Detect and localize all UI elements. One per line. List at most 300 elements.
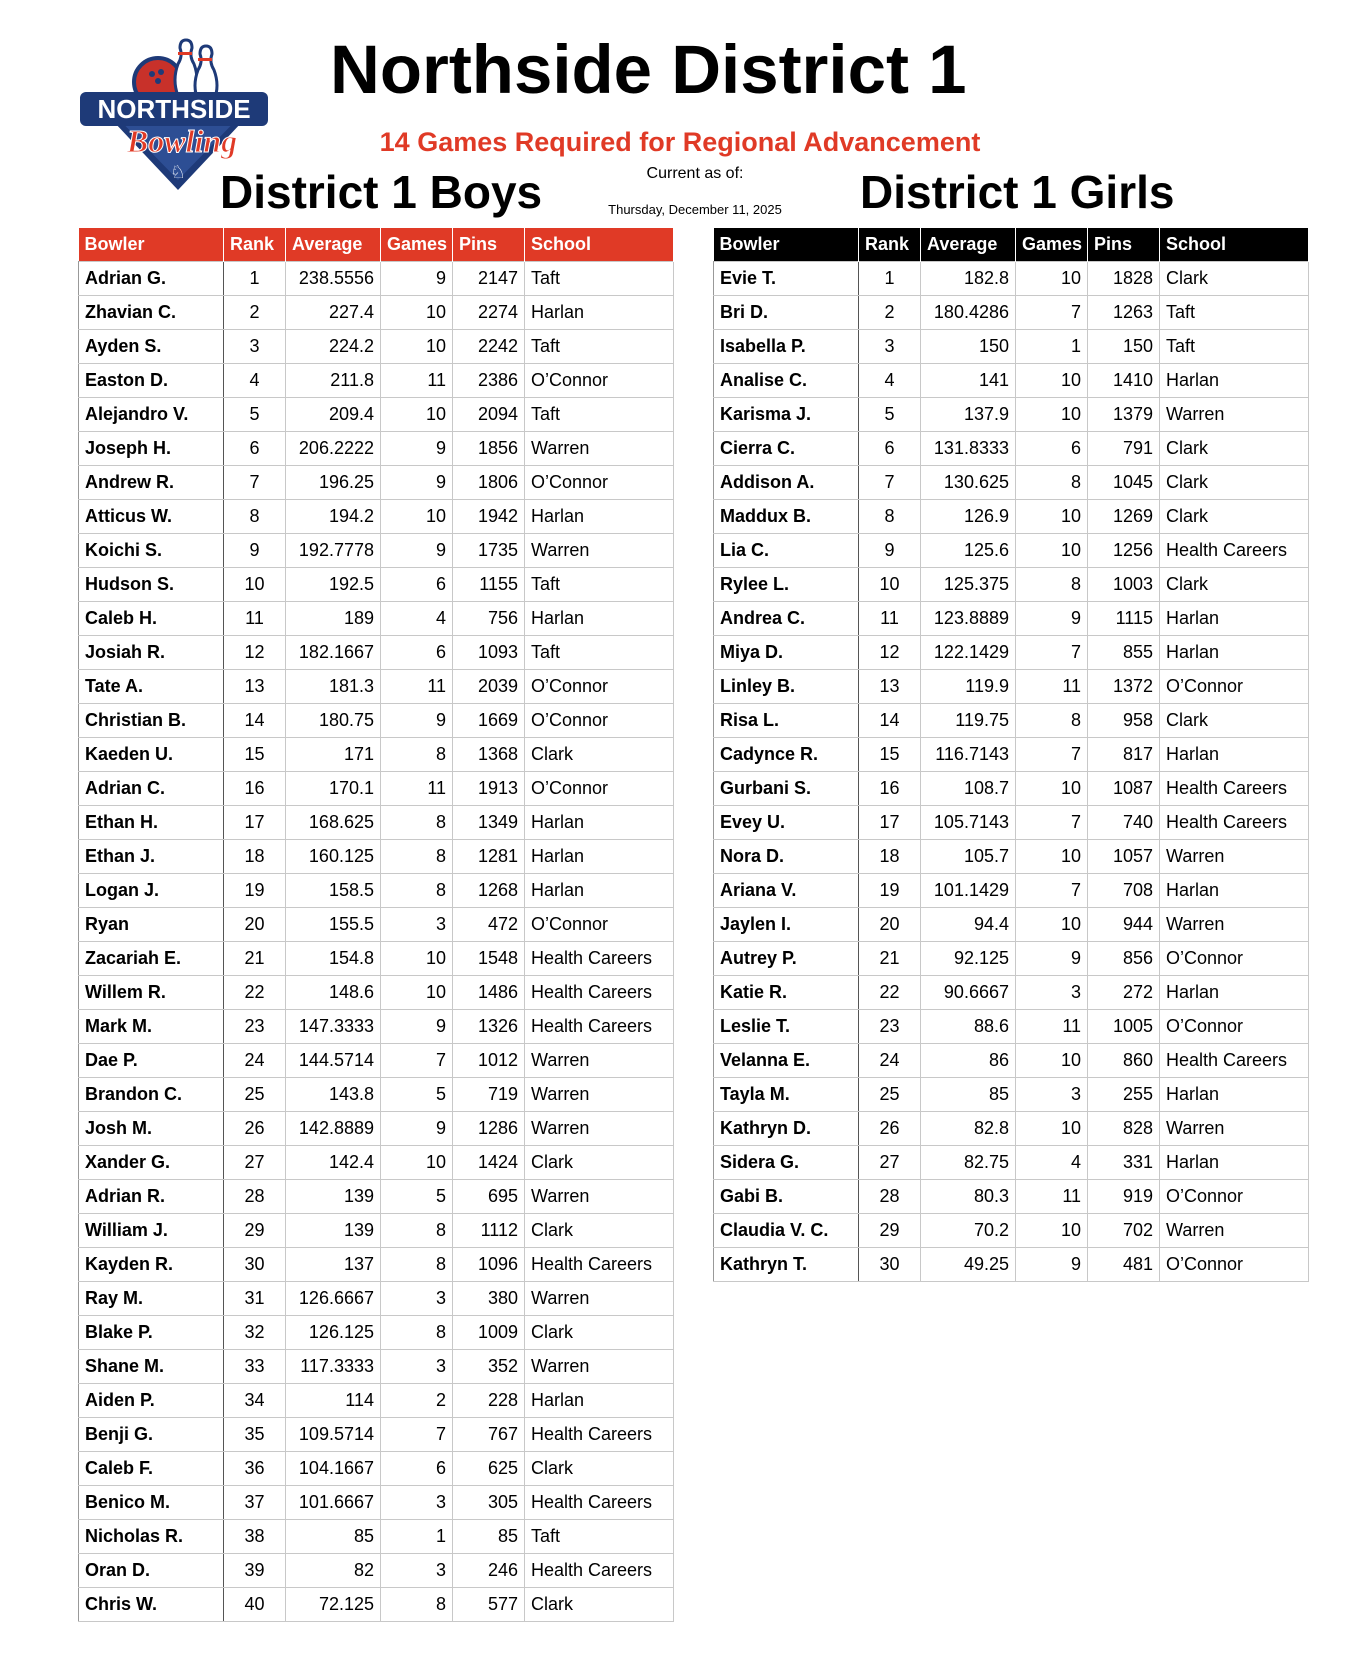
rank-cell: 26 <box>859 1112 921 1146</box>
games-cell: 10 <box>381 976 453 1010</box>
school-cell: Taft <box>525 262 674 296</box>
average-cell: 70.2 <box>921 1214 1016 1248</box>
rank-cell: 16 <box>859 772 921 806</box>
games-cell: 10 <box>1016 1214 1088 1248</box>
table-row <box>714 534 1309 568</box>
pins-cell: 1012 <box>453 1044 525 1078</box>
rank-cell: 37 <box>224 1486 286 1520</box>
bowler-cell: Tayla M. <box>714 1078 859 1112</box>
games-cell: 8 <box>381 1316 453 1350</box>
rank-cell: 2 <box>859 296 921 330</box>
logo-emblem-icon: ♘ <box>169 162 187 182</box>
bowler-cell: Evey U. <box>714 806 859 840</box>
school-cell: Clark <box>525 1588 674 1622</box>
average-cell: 206.2222 <box>286 432 381 466</box>
pins-cell: 1281 <box>453 840 525 874</box>
rank-cell: 29 <box>859 1214 921 1248</box>
rank-cell: 16 <box>224 772 286 806</box>
bowler-cell: Kathryn T. <box>714 1248 859 1282</box>
logo-line2: Bowling <box>126 123 238 159</box>
bowler-cell: Ethan H. <box>79 806 224 840</box>
school-cell: Warren <box>1160 398 1309 432</box>
school-cell: Clark <box>1160 500 1309 534</box>
table-row <box>79 262 674 296</box>
bowler-cell: Chris W. <box>79 1588 224 1622</box>
bowler-cell: Dae P. <box>79 1044 224 1078</box>
bowler-cell: Addison A. <box>714 466 859 500</box>
table-header-row <box>79 228 674 262</box>
pins-cell: 1669 <box>453 704 525 738</box>
games-cell: 7 <box>1016 296 1088 330</box>
bowler-cell: Maddux B. <box>714 500 859 534</box>
school-cell: Health Careers <box>1160 1044 1309 1078</box>
average-cell: 142.8889 <box>286 1112 381 1146</box>
table-row <box>714 1214 1309 1248</box>
rank-cell: 25 <box>859 1078 921 1112</box>
table-row <box>79 1044 674 1078</box>
table-row <box>79 1486 674 1520</box>
school-cell: Harlan <box>525 1384 674 1418</box>
pins-cell: 1087 <box>1088 772 1160 806</box>
pins-cell: 1548 <box>453 942 525 976</box>
games-cell: 9 <box>381 1112 453 1146</box>
table-row <box>79 534 674 568</box>
bowler-cell: Zacariah E. <box>79 942 224 976</box>
school-cell: Warren <box>525 1044 674 1078</box>
average-cell: 144.5714 <box>286 1044 381 1078</box>
pins-cell: 695 <box>453 1180 525 1214</box>
rank-cell: 39 <box>224 1554 286 1588</box>
table-row <box>79 806 674 840</box>
average-cell: 105.7 <box>921 840 1016 874</box>
table-row <box>79 398 674 432</box>
pins-cell: 150 <box>1088 330 1160 364</box>
average-cell: 182.8 <box>921 262 1016 296</box>
school-cell: Clark <box>525 738 674 772</box>
games-cell: 10 <box>1016 908 1088 942</box>
games-cell: 9 <box>381 262 453 296</box>
bowler-cell: Gurbani S. <box>714 772 859 806</box>
school-cell: Warren <box>525 1180 674 1214</box>
games-cell: 7 <box>1016 738 1088 772</box>
rank-cell: 26 <box>224 1112 286 1146</box>
games-cell: 11 <box>1016 1010 1088 1044</box>
school-cell: Health Careers <box>1160 534 1309 568</box>
average-cell: 126.9 <box>921 500 1016 534</box>
games-cell: 8 <box>381 1588 453 1622</box>
average-cell: 82.8 <box>921 1112 1016 1146</box>
school-cell: Taft <box>525 330 674 364</box>
pins-cell: 719 <box>453 1078 525 1112</box>
pins-cell: 331 <box>1088 1146 1160 1180</box>
average-cell: 92.125 <box>921 942 1016 976</box>
average-cell: 160.125 <box>286 840 381 874</box>
table-row <box>714 1146 1309 1180</box>
table-row <box>714 296 1309 330</box>
school-cell: Harlan <box>525 500 674 534</box>
bowler-cell: Ariana V. <box>714 874 859 908</box>
rank-cell: 38 <box>224 1520 286 1554</box>
average-cell: 182.1667 <box>286 636 381 670</box>
pins-cell: 817 <box>1088 738 1160 772</box>
rank-cell: 11 <box>859 602 921 636</box>
school-cell: Taft <box>525 568 674 602</box>
pins-cell: 481 <box>1088 1248 1160 1282</box>
rank-cell: 10 <box>859 568 921 602</box>
bowler-cell: Gabi B. <box>714 1180 859 1214</box>
games-cell: 10 <box>1016 1112 1088 1146</box>
games-cell: 4 <box>1016 1146 1088 1180</box>
average-cell: 181.3 <box>286 670 381 704</box>
rank-cell: 18 <box>859 840 921 874</box>
table-row <box>714 432 1309 466</box>
school-cell: Harlan <box>1160 738 1309 772</box>
school-cell: Health Careers <box>525 1248 674 1282</box>
table-row <box>79 500 674 534</box>
table-row <box>79 1078 674 1112</box>
average-cell: 109.5714 <box>286 1418 381 1452</box>
bowler-cell: Leslie T. <box>714 1010 859 1044</box>
pins-cell: 2147 <box>453 262 525 296</box>
school-cell: Harlan <box>1160 874 1309 908</box>
table-row <box>714 670 1309 704</box>
rank-cell: 20 <box>224 908 286 942</box>
table-row <box>79 602 674 636</box>
average-cell: 192.7778 <box>286 534 381 568</box>
games-cell: 1 <box>1016 330 1088 364</box>
average-cell: 104.1667 <box>286 1452 381 1486</box>
games-cell: 10 <box>381 1146 453 1180</box>
games-cell: 3 <box>381 1282 453 1316</box>
pins-cell: 740 <box>1088 806 1160 840</box>
school-cell: Clark <box>1160 262 1309 296</box>
table-row <box>714 908 1309 942</box>
pins-cell: 1424 <box>453 1146 525 1180</box>
school-cell: O’Connor <box>525 670 674 704</box>
rank-cell: 5 <box>224 398 286 432</box>
bowler-cell: Kathryn D. <box>714 1112 859 1146</box>
rank-cell: 18 <box>224 840 286 874</box>
games-cell: 9 <box>1016 1248 1088 1282</box>
bowler-cell: Andrew R. <box>79 466 224 500</box>
bowler-cell: Zhavian C. <box>79 296 224 330</box>
rank-cell: 9 <box>859 534 921 568</box>
games-cell: 9 <box>381 1010 453 1044</box>
school-cell: Clark <box>525 1214 674 1248</box>
pins-cell: 2039 <box>453 670 525 704</box>
pins-cell: 856 <box>1088 942 1160 976</box>
rank-cell: 31 <box>224 1282 286 1316</box>
average-cell: 72.125 <box>286 1588 381 1622</box>
average-cell: 94.4 <box>921 908 1016 942</box>
rank-cell: 34 <box>224 1384 286 1418</box>
bowler-cell: Linley B. <box>714 670 859 704</box>
bowler-cell: Brandon C. <box>79 1078 224 1112</box>
bowler-cell: Nicholas R. <box>79 1520 224 1554</box>
average-cell: 130.625 <box>921 466 1016 500</box>
school-cell: O’Connor <box>525 466 674 500</box>
bowler-cell: Andrea C. <box>714 602 859 636</box>
rank-cell: 7 <box>224 466 286 500</box>
school-cell: Taft <box>1160 296 1309 330</box>
current-date: Thursday, December 11, 2025 <box>608 202 782 217</box>
average-cell: 224.2 <box>286 330 381 364</box>
table-row <box>714 1010 1309 1044</box>
average-cell: 158.5 <box>286 874 381 908</box>
average-cell: 227.4 <box>286 296 381 330</box>
games-cell: 11 <box>381 670 453 704</box>
school-cell: Clark <box>525 1146 674 1180</box>
school-cell: Clark <box>525 1452 674 1486</box>
bowler-cell: Mark M. <box>79 1010 224 1044</box>
average-cell: 139 <box>286 1214 381 1248</box>
games-cell: 10 <box>381 500 453 534</box>
average-cell: 180.75 <box>286 704 381 738</box>
table-row <box>79 1248 674 1282</box>
pins-cell: 1349 <box>453 806 525 840</box>
rank-cell: 24 <box>859 1044 921 1078</box>
games-cell: 8 <box>1016 704 1088 738</box>
col-header-rank: Rank <box>224 228 286 262</box>
school-cell: Harlan <box>525 296 674 330</box>
school-cell: Harlan <box>1160 1078 1309 1112</box>
bowler-cell: Koichi S. <box>79 534 224 568</box>
school-cell: Health Careers <box>525 1010 674 1044</box>
pins-cell: 2386 <box>453 364 525 398</box>
rank-cell: 14 <box>859 704 921 738</box>
table-header-row <box>714 228 1309 262</box>
games-cell: 9 <box>381 704 453 738</box>
table-row <box>714 262 1309 296</box>
pins-cell: 272 <box>1088 976 1160 1010</box>
games-cell: 10 <box>381 330 453 364</box>
table-row <box>79 772 674 806</box>
average-cell: 88.6 <box>921 1010 1016 1044</box>
average-cell: 85 <box>921 1078 1016 1112</box>
average-cell: 180.4286 <box>921 296 1016 330</box>
page-subtitle: 14 Games Required for Regional Advancement <box>379 127 981 157</box>
pins-cell: 1735 <box>453 534 525 568</box>
bowler-cell: Xander G. <box>79 1146 224 1180</box>
games-cell: 10 <box>381 942 453 976</box>
pins-cell: 1410 <box>1088 364 1160 398</box>
col-header-average: Average <box>921 228 1016 262</box>
school-cell: Harlan <box>525 602 674 636</box>
table-row <box>79 1554 674 1588</box>
rank-cell: 3 <box>859 330 921 364</box>
games-cell: 8 <box>381 738 453 772</box>
table-row <box>79 1010 674 1044</box>
bowler-cell: Ayden S. <box>79 330 224 364</box>
bowler-cell: Evie T. <box>714 262 859 296</box>
bowler-cell: Caleb F. <box>79 1452 224 1486</box>
bowler-cell: Tate A. <box>79 670 224 704</box>
table-row <box>79 466 674 500</box>
school-cell: Warren <box>525 1078 674 1112</box>
table-row <box>79 738 674 772</box>
pins-cell: 860 <box>1088 1044 1160 1078</box>
games-cell: 9 <box>1016 602 1088 636</box>
table-row <box>714 568 1309 602</box>
pins-cell: 708 <box>1088 874 1160 908</box>
bowler-cell: Caleb H. <box>79 602 224 636</box>
pins-cell: 246 <box>453 1554 525 1588</box>
rank-cell: 1 <box>224 262 286 296</box>
rank-cell: 12 <box>224 636 286 670</box>
bowler-cell: Nora D. <box>714 840 859 874</box>
average-cell: 155.5 <box>286 908 381 942</box>
games-cell: 8 <box>1016 568 1088 602</box>
school-cell: Taft <box>525 398 674 432</box>
rank-cell: 21 <box>859 942 921 976</box>
school-cell: Warren <box>1160 1214 1309 1248</box>
games-cell: 1 <box>381 1520 453 1554</box>
school-cell: Clark <box>1160 568 1309 602</box>
pins-cell: 958 <box>1088 704 1160 738</box>
average-cell: 125.6 <box>921 534 1016 568</box>
pins-cell: 2242 <box>453 330 525 364</box>
average-cell: 143.8 <box>286 1078 381 1112</box>
rank-cell: 25 <box>224 1078 286 1112</box>
average-cell: 82.75 <box>921 1146 1016 1180</box>
average-cell: 85 <box>286 1520 381 1554</box>
average-cell: 101.1429 <box>921 874 1016 908</box>
table-row <box>79 568 674 602</box>
average-cell: 137 <box>286 1248 381 1282</box>
rank-cell: 17 <box>859 806 921 840</box>
pins-cell: 352 <box>453 1350 525 1384</box>
pins-cell: 472 <box>453 908 525 942</box>
table-row <box>79 296 674 330</box>
games-cell: 7 <box>1016 874 1088 908</box>
rank-cell: 6 <box>859 432 921 466</box>
school-cell: Harlan <box>1160 1146 1309 1180</box>
games-cell: 10 <box>1016 840 1088 874</box>
table-row <box>79 976 674 1010</box>
rank-cell: 1 <box>859 262 921 296</box>
games-cell: 8 <box>381 1214 453 1248</box>
table-row <box>714 1078 1309 1112</box>
bowler-cell: Karisma J. <box>714 398 859 432</box>
games-cell: 10 <box>1016 534 1088 568</box>
table-row <box>79 1452 674 1486</box>
average-cell: 116.7143 <box>921 738 1016 772</box>
games-cell: 6 <box>381 636 453 670</box>
table-row <box>79 636 674 670</box>
school-cell: Harlan <box>1160 602 1309 636</box>
rank-cell: 5 <box>859 398 921 432</box>
average-cell: 80.3 <box>921 1180 1016 1214</box>
rank-cell: 30 <box>224 1248 286 1282</box>
games-cell: 11 <box>1016 670 1088 704</box>
table-row <box>79 1384 674 1418</box>
games-cell: 8 <box>381 1248 453 1282</box>
games-cell: 10 <box>1016 1044 1088 1078</box>
pins-cell: 255 <box>1088 1078 1160 1112</box>
average-cell: 192.5 <box>286 568 381 602</box>
pins-cell: 1286 <box>453 1112 525 1146</box>
average-cell: 101.6667 <box>286 1486 381 1520</box>
table-row <box>714 704 1309 738</box>
rank-cell: 20 <box>859 908 921 942</box>
rank-cell: 33 <box>224 1350 286 1384</box>
table-row <box>79 704 674 738</box>
games-cell: 7 <box>1016 806 1088 840</box>
school-cell: Warren <box>525 1282 674 1316</box>
pins-cell: 1005 <box>1088 1010 1160 1044</box>
school-cell: Warren <box>1160 908 1309 942</box>
table-row <box>714 738 1309 772</box>
school-cell: O’Connor <box>1160 942 1309 976</box>
games-cell: 11 <box>1016 1180 1088 1214</box>
bowler-cell: Miya D. <box>714 636 859 670</box>
games-cell: 11 <box>381 364 453 398</box>
school-cell: O’Connor <box>1160 670 1309 704</box>
games-cell: 9 <box>381 466 453 500</box>
rank-cell: 19 <box>224 874 286 908</box>
games-cell: 2 <box>381 1384 453 1418</box>
games-cell: 3 <box>1016 1078 1088 1112</box>
bowler-cell: Ray M. <box>79 1282 224 1316</box>
school-cell: Warren <box>525 534 674 568</box>
bowler-cell: Oran D. <box>79 1554 224 1588</box>
table-row <box>714 466 1309 500</box>
school-cell: Health Careers <box>525 1554 674 1588</box>
games-cell: 6 <box>381 568 453 602</box>
school-cell: Health Careers <box>1160 806 1309 840</box>
pins-cell: 1368 <box>453 738 525 772</box>
pins-cell: 1828 <box>1088 262 1160 296</box>
rank-cell: 4 <box>224 364 286 398</box>
table-row <box>714 398 1309 432</box>
games-cell: 10 <box>1016 364 1088 398</box>
games-cell: 10 <box>1016 772 1088 806</box>
average-cell: 117.3333 <box>286 1350 381 1384</box>
bowler-cell: Hudson S. <box>79 568 224 602</box>
rank-cell: 13 <box>224 670 286 704</box>
school-cell: Harlan <box>1160 976 1309 1010</box>
table-row <box>79 1588 674 1622</box>
rank-cell: 23 <box>859 1010 921 1044</box>
boys-standings-table <box>78 228 674 1622</box>
average-cell: 90.6667 <box>921 976 1016 1010</box>
games-cell: 10 <box>381 296 453 330</box>
average-cell: 131.8333 <box>921 432 1016 466</box>
games-cell: 11 <box>381 772 453 806</box>
pins-cell: 1096 <box>453 1248 525 1282</box>
average-cell: 114 <box>286 1384 381 1418</box>
col-header-pins: Pins <box>453 228 525 262</box>
games-cell: 8 <box>381 840 453 874</box>
school-cell: Warren <box>1160 1112 1309 1146</box>
table-row <box>714 1180 1309 1214</box>
pins-cell: 305 <box>453 1486 525 1520</box>
average-cell: 170.1 <box>286 772 381 806</box>
table-row <box>714 976 1309 1010</box>
pins-cell: 2274 <box>453 296 525 330</box>
rank-cell: 3 <box>224 330 286 364</box>
table-row <box>714 942 1309 976</box>
pins-cell: 1486 <box>453 976 525 1010</box>
pins-cell: 228 <box>453 1384 525 1418</box>
average-cell: 189 <box>286 602 381 636</box>
average-cell: 86 <box>921 1044 1016 1078</box>
rank-cell: 29 <box>224 1214 286 1248</box>
school-cell: Warren <box>525 1350 674 1384</box>
average-cell: 171 <box>286 738 381 772</box>
table-row <box>79 1282 674 1316</box>
bowler-cell: Autrey P. <box>714 942 859 976</box>
